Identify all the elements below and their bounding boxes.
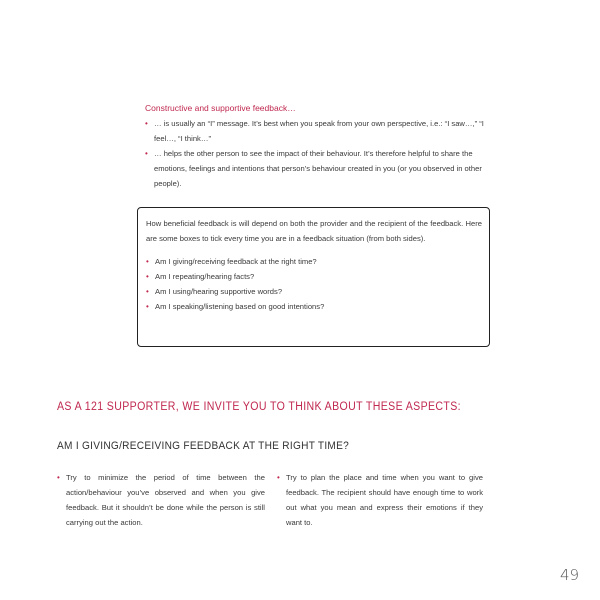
checklist-item-text: Am I repeating/hearing facts?	[155, 272, 255, 281]
bullet-icon: •	[277, 473, 280, 482]
checklist-item-text: Am I giving/receiving feedback at the right time?	[155, 257, 317, 266]
feedback-checklist-box	[137, 207, 490, 347]
intro-bullet-list	[145, 116, 490, 191]
left-column-text: Try to minimize the period of time between the action/behaviour you’ve observed and when you give feedback. But it shouldn’t be done while the person is still carrying out the action.	[66, 473, 265, 527]
checklist	[146, 254, 482, 314]
checklist-item-text: Am I speaking/listening based on good intentions?	[155, 302, 325, 311]
left-column	[57, 470, 265, 530]
bullet-icon: •	[146, 257, 149, 266]
list-item	[146, 299, 482, 314]
bullet-icon: •	[146, 272, 149, 281]
box-intro-text: How beneficial feedback is will depend on both the provider and the recipient of the feedback. Here are some boxes to tick every time you are in a feedback situation (from both sides).	[146, 219, 482, 243]
left-column-list	[57, 470, 265, 530]
bullet-icon: •	[145, 149, 148, 158]
bullet-icon: •	[145, 119, 148, 128]
checklist-item-text: Am I using/hearing supportive words?	[155, 287, 283, 296]
list-item	[146, 254, 482, 269]
right-column	[277, 470, 483, 530]
bullet-icon: •	[146, 287, 149, 296]
right-column-list	[277, 470, 483, 530]
right-column-text: Try to plan the place and time when you want to give feedback. The recipient should have enough time to work out what you mean and express their emotions if they want to.	[286, 473, 483, 527]
list-item	[57, 470, 265, 530]
bullet-icon: •	[57, 473, 60, 482]
list-item	[145, 116, 490, 146]
bullet-icon: •	[146, 302, 149, 311]
intro-heading: Constructive and supportive feedback…	[145, 103, 296, 113]
section-title: AS A 121 SUPPORTER, WE INVITE YOU TO THINK ABOUT THESE ASPECTS:	[57, 401, 461, 413]
page-number: 49	[560, 566, 580, 584]
list-item	[146, 284, 482, 299]
list-item	[277, 470, 483, 530]
list-item	[146, 269, 482, 284]
sub-title: AM I GIVING/RECEIVING FEEDBACK AT THE RIGHT TIME?	[57, 440, 350, 452]
intro-bullet-text: … helps the other person to see the impact of their behaviour. It’s therefore helpful to share the emotions, feelings and intentions that person’s behaviour created in you (or you observed in other people).	[154, 149, 482, 188]
intro-bullet-text: … is usually an “I” message. It’s best when you speak from your own perspective, i.e.: “I saw…,” “I feel…, “I think…”	[154, 119, 484, 143]
list-item	[145, 146, 490, 191]
